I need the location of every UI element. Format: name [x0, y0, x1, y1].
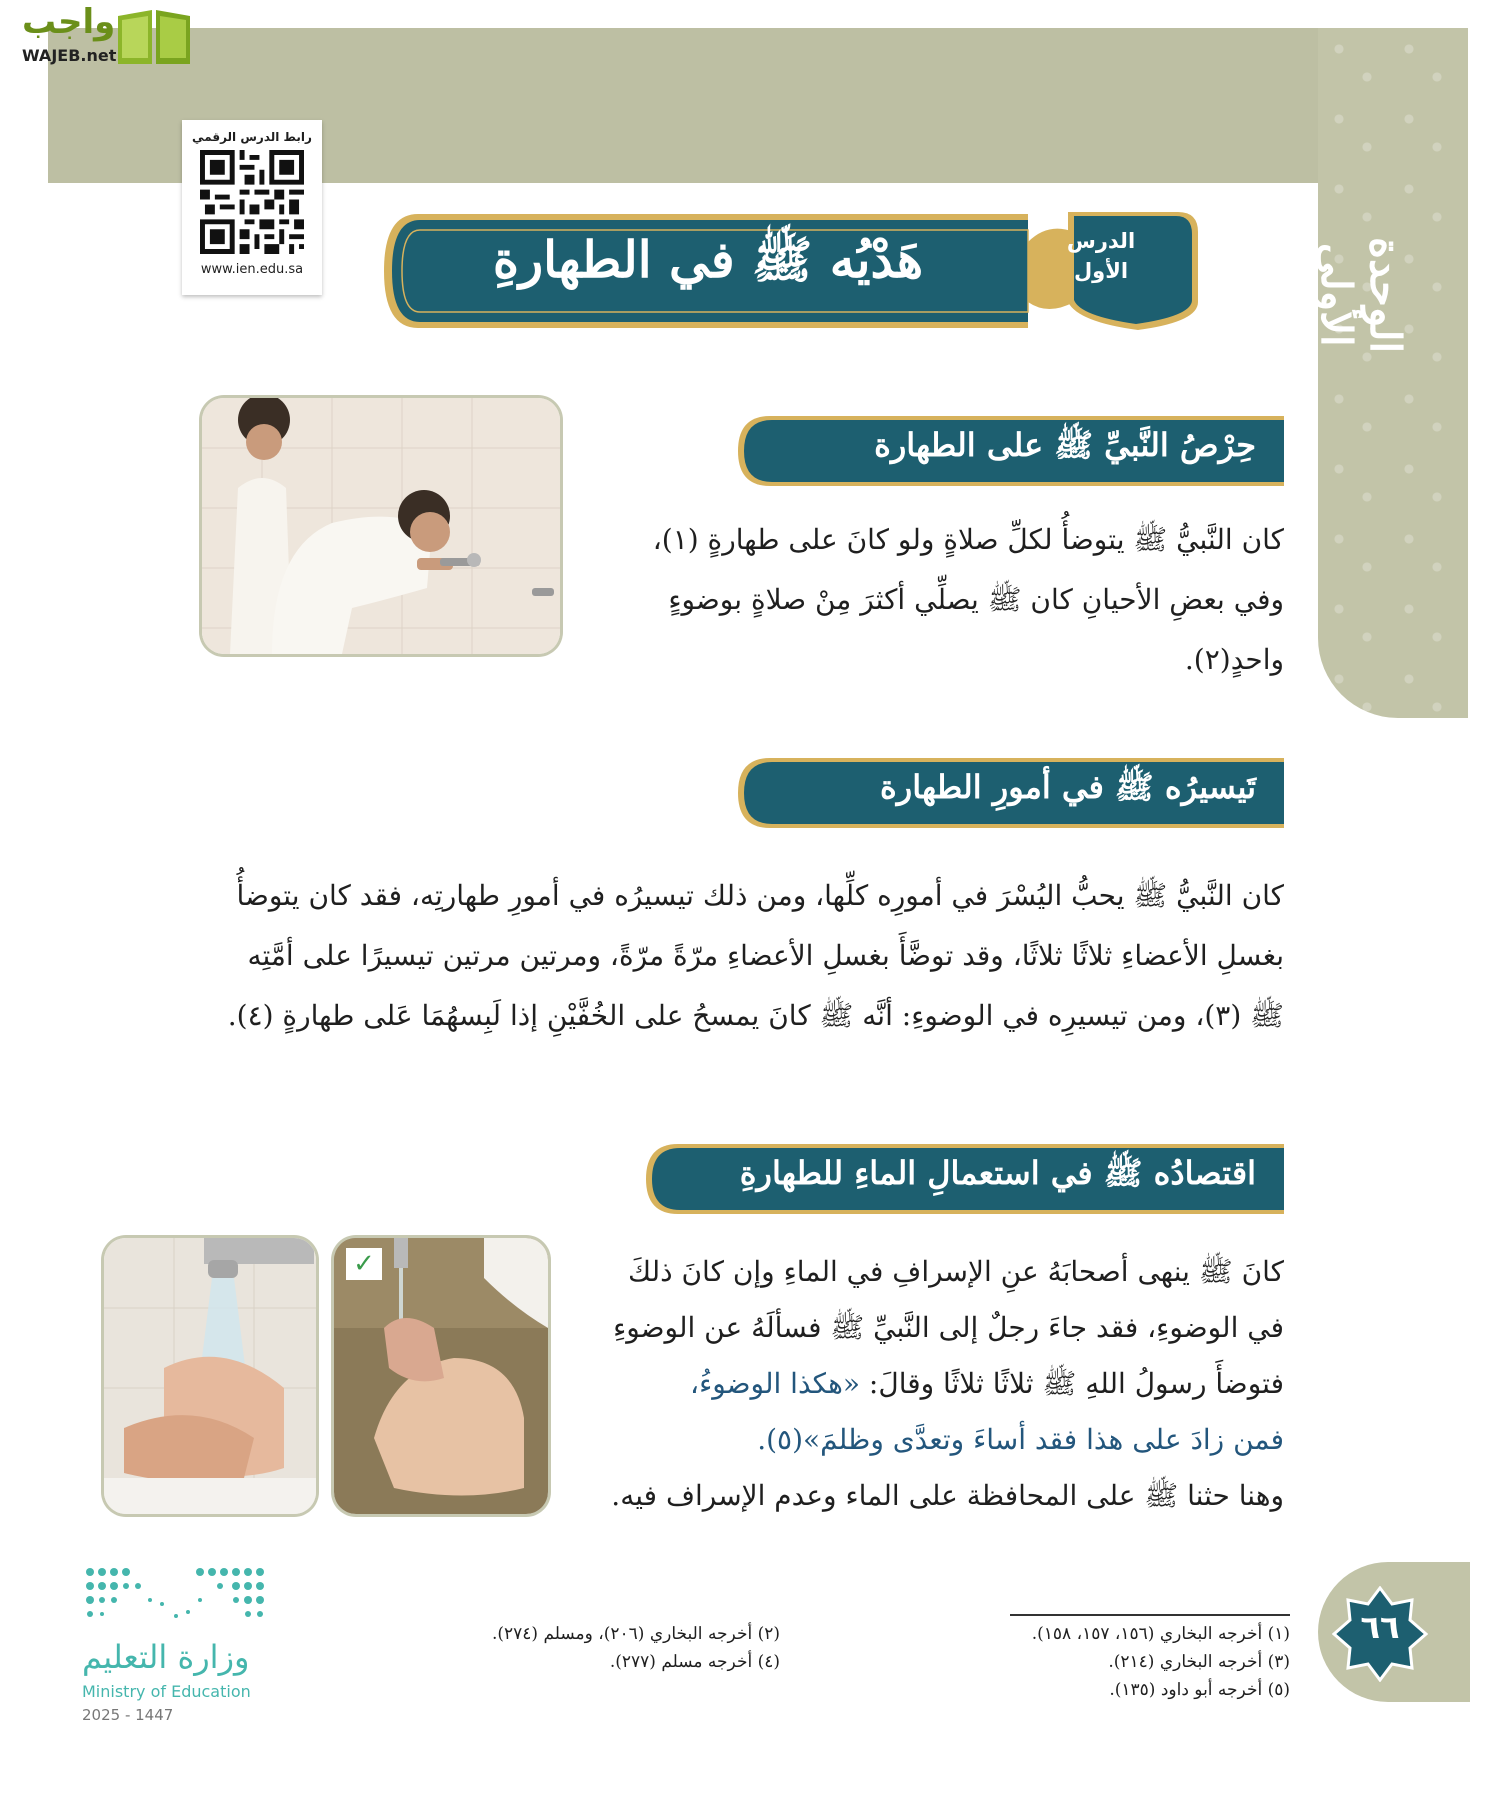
lesson-banner [378, 212, 1198, 330]
footnotes-right [860, 1620, 1290, 1704]
hadith-quote-end: فمن زادَ على هذا فقد أساءَ وتعدَّى وظلمَ»(٥). [757, 1423, 1284, 1456]
checkmark-icon: ✓ [346, 1248, 382, 1280]
lesson-label-line2: الأول [1073, 259, 1129, 283]
qr-url[interactable]: www.ien.edu.sa [200, 262, 304, 277]
paragraph-line: كان النَّبيُّ ﷺ يتوضأُ لكلِّ صلاةٍ ولو كانَ على طهارةٍ (١)، [652, 523, 1284, 556]
lesson-title: هَدْيُه ﷺ في الطهارةِ [492, 230, 924, 289]
paragraph-line [570, 1356, 1284, 1412]
paragraph-line: وفي بعضِ الأحيانِ كان ﷺ يصلِّي أكثرَ مِنْ صلاةٍ بوضوءٍ [668, 583, 1284, 616]
section-3-heading [644, 1142, 1284, 1216]
unit-title: الوحدة الأولى [1312, 236, 1410, 354]
ministry-of-education-logo [80, 1560, 290, 1730]
footnote-4: (٤) أخرجه مسلم (٢٧٧). [609, 1652, 780, 1672]
foot-washing-wasteful-photo [104, 1238, 316, 1514]
section-2-heading [736, 756, 1284, 830]
footnote-2: (٢) أخرجه البخاري (٢٠٦)، ومسلم (٢٧٤). [491, 1624, 780, 1644]
footnote-1: (١) أخرجه البخاري (١٥٦، ١٥٧، ١٥٨). [1031, 1624, 1290, 1644]
qr-code-icon[interactable] [200, 150, 304, 254]
qr-label: رابط الدرس الرقمي [192, 130, 312, 144]
ministry-english-name: Ministry of Education [82, 1682, 251, 1701]
ministry-dots-icon [80, 1560, 270, 1630]
paragraph-line: كان النَّبيُّ ﷺ يحبُّ اليُسْرَ في أمورِه كلِّها، ومن ذلك تيسيرُه في أمورِ طهارتِه، فقد كان يتوضأُ [236, 879, 1284, 912]
ministry-year: 2025 - 1447 [82, 1706, 174, 1724]
paragraph-line: ﷺ (٣)، ومن تيسيرِه في الوضوءِ: أنَّه ﷺ كانَ يمسحُ على الخُفَّيْنِ إذا لَبِسهُمَا عَلى طهارةٍ (٤). [227, 999, 1284, 1032]
footnotes-left [380, 1620, 780, 1676]
page-number-badge [1318, 1562, 1470, 1702]
footnote-3: (٣) أخرجه البخاري (٢١٤). [1108, 1652, 1290, 1672]
ministry-arabic-name: وزارة التعليم [82, 1638, 250, 1676]
page-number: ٦٦ [1360, 1608, 1400, 1646]
footnote-divider [1010, 1614, 1290, 1616]
qr-card[interactable] [182, 120, 322, 295]
section-3-paragraph [570, 1244, 1284, 1524]
section-2-heading-text: تَيسيرُه ﷺ في أمورِ الطهارة [880, 768, 1256, 806]
paragraph-line: كانَ ﷺ ينهى أصحابَهُ عنِ الإسرافِ في الماءِ وإن كانَ ذلكَ [628, 1255, 1284, 1288]
wajeb-logo[interactable] [8, 2, 188, 70]
paragraph-line: وهنا حثنا ﷺ على المحافظة على الماء وعدم الإسراف فيه. [611, 1479, 1284, 1512]
paragraph-line-text: فتوضأَ رسولُ اللهِ ﷺ ثلاثًا ثلاثًا وقالَ: [868, 1367, 1284, 1400]
section-1-paragraph [580, 510, 1284, 690]
boys-washing-photo [202, 398, 560, 654]
paragraph-line: واحدٍ(٢). [1184, 643, 1284, 676]
lesson-label-line1: الدرس [1066, 229, 1136, 253]
section-1-heading [736, 414, 1284, 488]
hadith-quote-start: «هكذا الوضوءُ، [690, 1367, 861, 1400]
section-3-heading-text: اقتصادُه ﷺ في استعمالِ الماءِ للطهارةِ [739, 1154, 1256, 1192]
paragraph-line: في الوضوءِ، فقد جاءَ رجلٌ إلى النَّبيِّ ﷺ فسألَهُ عن الوضوءِ [613, 1311, 1284, 1344]
footnote-5: (٥) أخرجه أبو داود (١٣٥). [1109, 1680, 1290, 1700]
section-1-heading-text: حِرْصُ النَّبيِّ ﷺ على الطهارة [874, 426, 1256, 464]
open-book-icon [114, 6, 194, 68]
paragraph-line: بغسلِ الأعضاءِ ثلاثًا ثلاثًا، وقد توضَّأَ بغسلِ الأعضاءِ مرّةً مرّةً، ومرتين مرتين تيسيرًا على أمَّتِه [247, 939, 1284, 972]
logo-arabic-text: واجب [22, 2, 116, 42]
foot-washing-correct-photo [334, 1238, 548, 1514]
logo-latin-text: WAJEB.net [22, 46, 117, 65]
lesson-label [1046, 226, 1156, 286]
section-2-paragraph [150, 866, 1284, 1046]
